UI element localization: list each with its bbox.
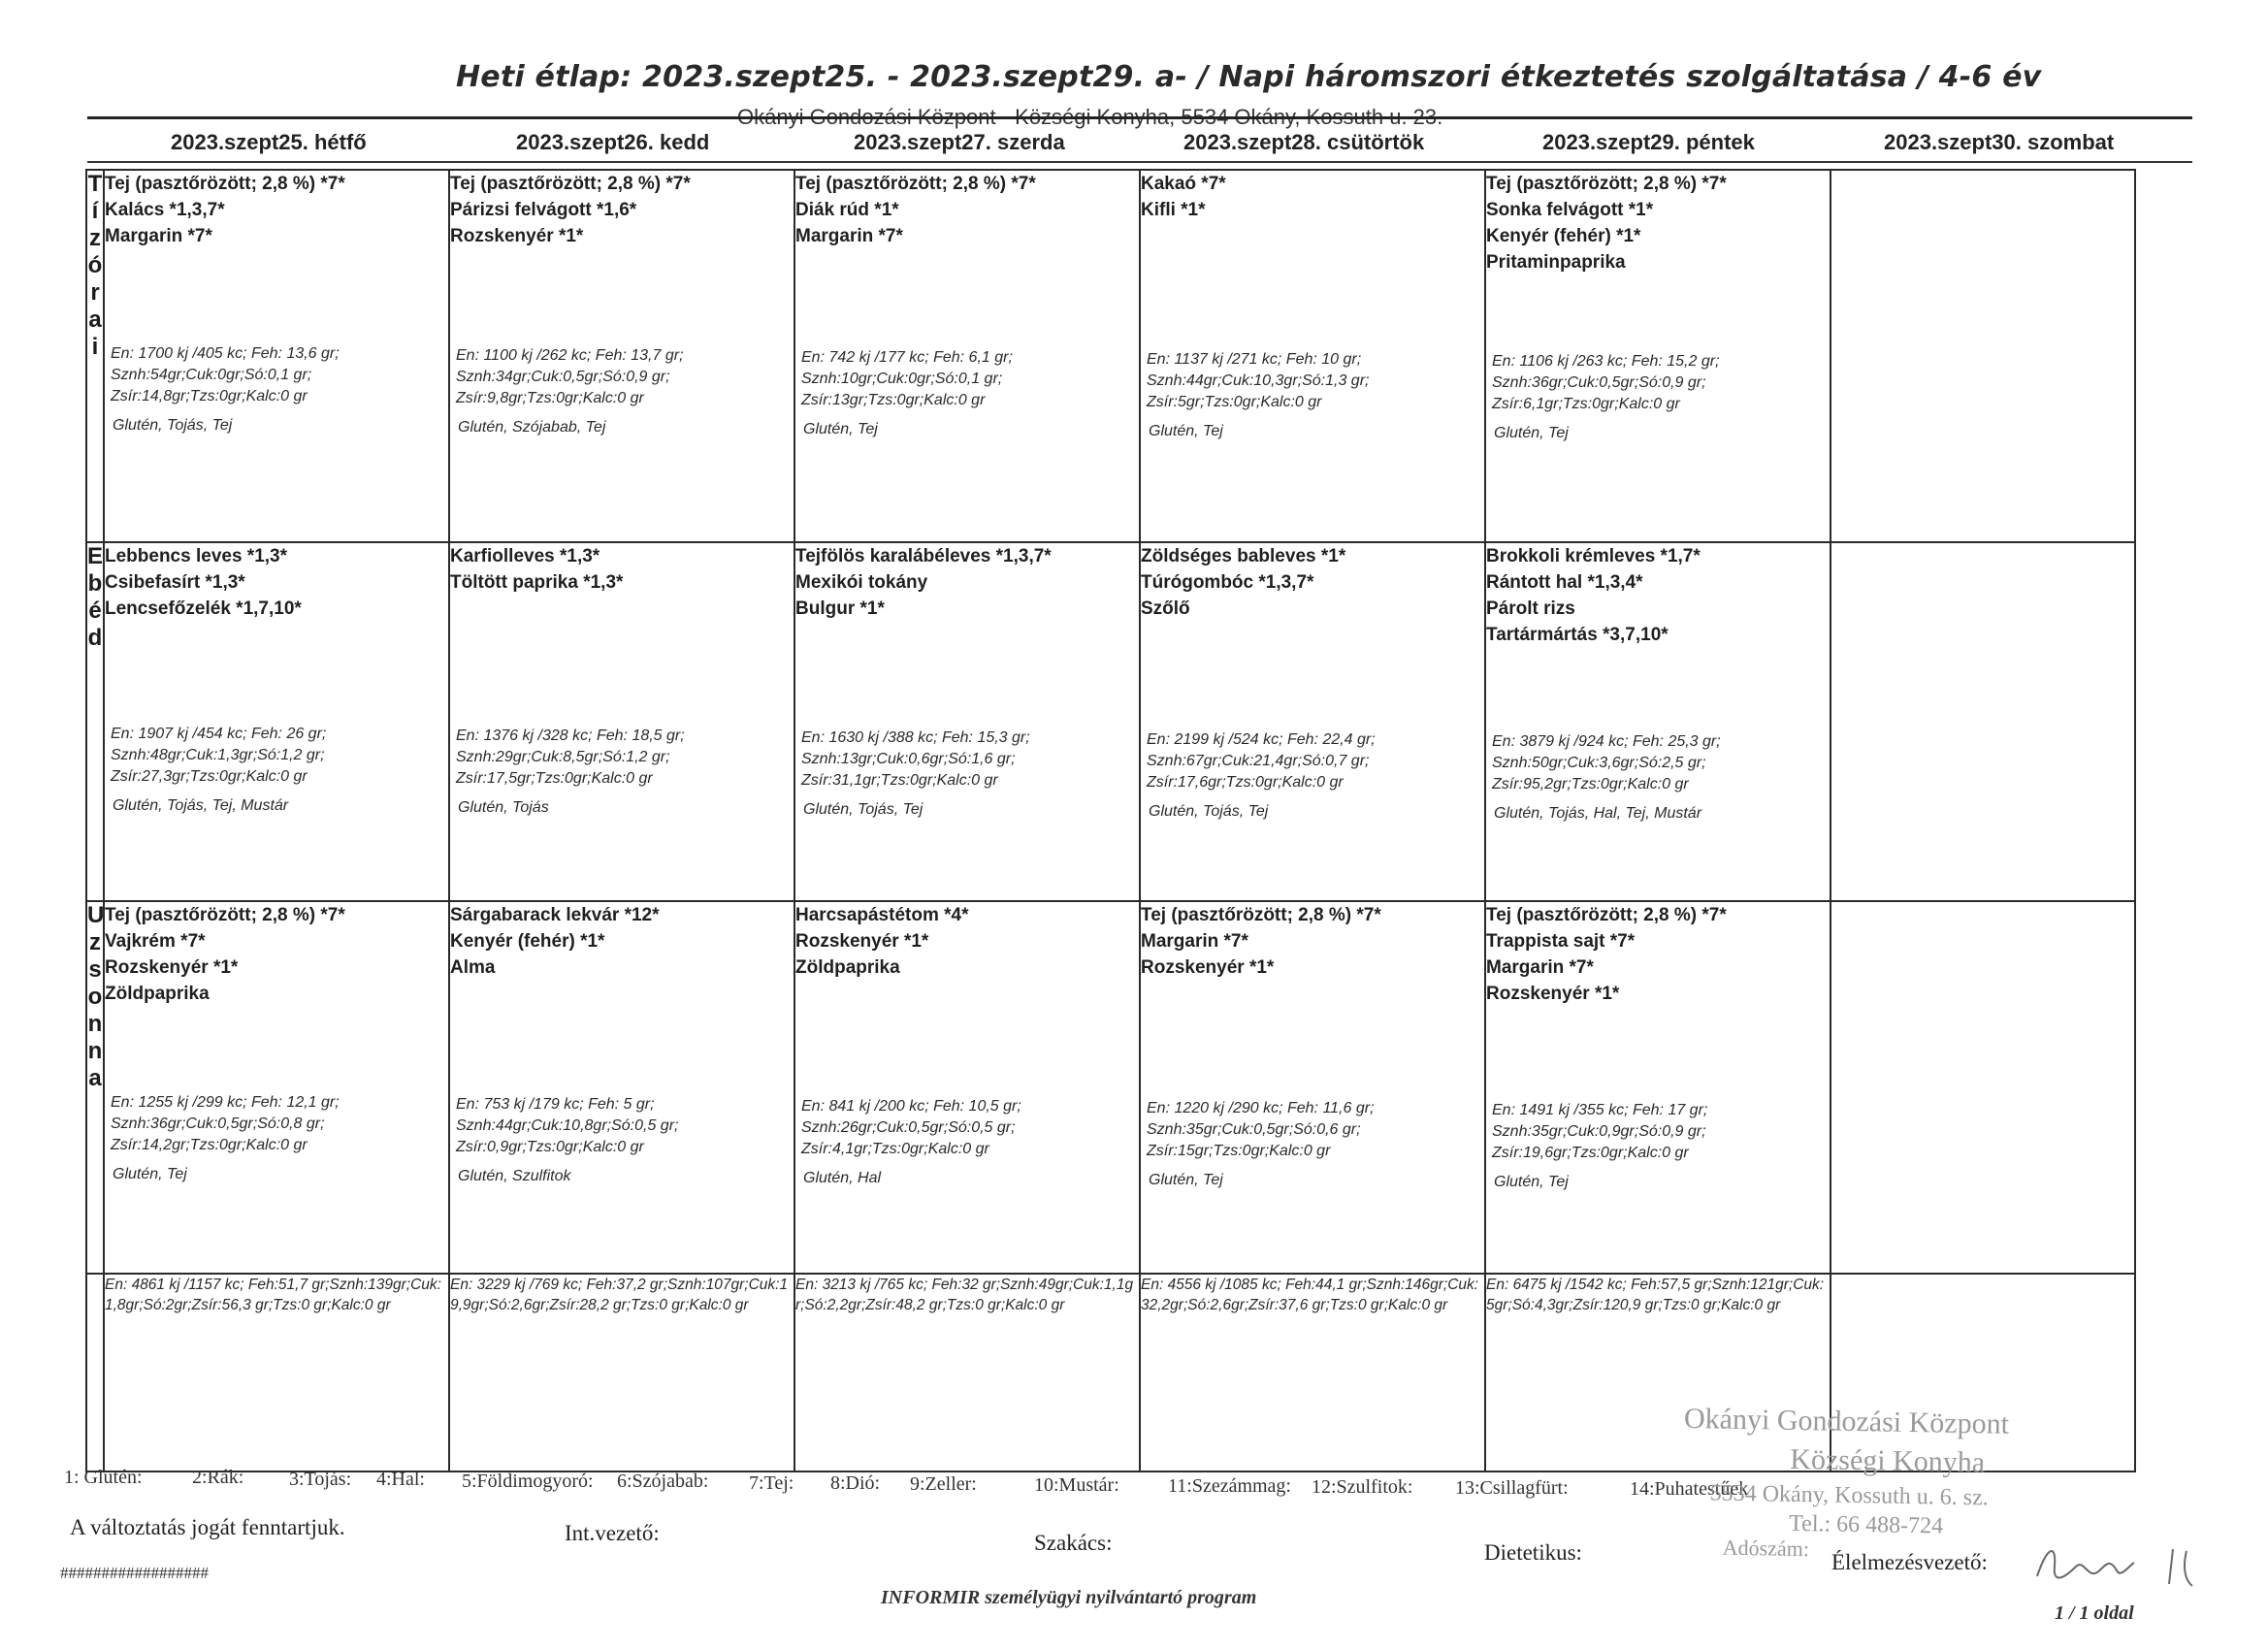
menu-cell <box>1140 542 1485 901</box>
nutrition-info <box>1147 729 1376 793</box>
dish-item: Töltött paprika *1,3* <box>450 572 624 593</box>
dish-item: Tej (pasztőrözött; 2,8 %) *7* <box>105 174 345 194</box>
nutrition-line: Zsír:13gr;Tzs:0gr;Kalc:0 gr <box>801 392 986 408</box>
dish-list <box>105 543 448 622</box>
dish-item: Bulgur *1* <box>795 598 885 619</box>
allergen-list: Glutén, Szójabab, Tej <box>458 419 606 436</box>
allergen-list: Glutén, Hal <box>803 1170 882 1186</box>
dish-item: Zöldpaprika <box>795 957 900 978</box>
dish-list <box>105 171 448 249</box>
nutrition-line: En: 1137 kj /271 kc; Feh: 10 gr; <box>1147 351 1362 368</box>
meal-label-letter: U <box>87 902 105 928</box>
dish-item: Kalács *1,3,7* <box>105 200 225 220</box>
daily-total-text: En: 3213 kj /765 kc; Feh:32 gr;Sznh:49gr;Cuk:1,1gr;Só:2,2gr;Zsír:48,2 gr;Tzs:0 gr;Kalc:0 gr <box>795 1277 1134 1313</box>
stamp-line-5: Adószám: <box>1722 1535 1810 1562</box>
dish-item: Diák rúd *1* <box>795 200 899 220</box>
dish-item: Tej (pasztőrözött; 2,8 %) *7* <box>1486 905 1727 925</box>
nutrition-line: Zsír:14,8gr;Tzs:0gr;Kalc:0 gr <box>111 388 308 404</box>
nutrition-line: En: 2199 kj /524 kc; Feh: 22,4 gr; <box>1147 731 1376 748</box>
nutrition-line: Sznh:29gr;Cuk:8,5gr;Só:1,2 gr; <box>456 749 670 765</box>
allergen-list: Glutén, Tojás <box>458 799 549 816</box>
meal-label-letter: d <box>87 625 103 651</box>
menu-cell <box>449 170 794 542</box>
dish-item: Trappista sajt *7* <box>1486 931 1636 952</box>
hash-line: ################## <box>60 1564 209 1582</box>
dish-item: Rozskenyér *1* <box>450 226 584 246</box>
meal-label-tizorai <box>86 170 104 542</box>
meal-label-letter: í <box>91 198 99 224</box>
nutrition-line: En: 1907 kj /454 kc; Feh: 26 gr; <box>111 726 327 742</box>
dish-list <box>795 902 1139 981</box>
nutrition-line: En: 753 kj /179 kc; Feh: 5 gr; <box>456 1096 655 1113</box>
menu-cell <box>449 542 794 901</box>
dish-item: Tej (pasztőrözött; 2,8 %) *7* <box>795 174 1036 194</box>
dish-item: Tartármártás *3,7,10* <box>1486 625 1669 645</box>
dish-item: Margarin *7* <box>795 226 903 246</box>
menu-cell <box>1485 542 1831 901</box>
nutrition-info <box>1492 731 1721 795</box>
dish-item: Túrógombóc *1,3,7* <box>1141 572 1314 593</box>
dish-list <box>105 902 448 1007</box>
dish-item: Tej (pasztőrözött; 2,8 %) *7* <box>450 174 691 194</box>
nutrition-line: Zsír:27,3gr;Tzs:0gr;Kalc:0 gr <box>111 768 308 785</box>
allergen-legend-item: 3:Tojás: <box>289 1469 352 1490</box>
nutrition-info <box>456 1094 678 1158</box>
menu-table <box>85 169 2136 1472</box>
meal-label-letter: z <box>89 225 101 251</box>
dish-item: Csibefasírt *1,3* <box>105 572 245 593</box>
header-rule-lower <box>87 161 2192 163</box>
nutrition-info <box>1492 351 1720 415</box>
allergen-list: Glutén, Tojás, Tej, Mustár <box>113 797 289 814</box>
dish-item: Lebbencs leves *1,3* <box>105 546 287 566</box>
dish-item: Kifli *1* <box>1141 200 1206 220</box>
dish-item: Harcsapástétom *4* <box>795 905 969 925</box>
meal-label-letter: E <box>87 543 104 569</box>
dish-item: Brokkoli krémleves *1,7* <box>1486 546 1701 566</box>
allergen-list: Glutén, Tojás, Tej <box>1149 803 1269 820</box>
allergen-legend-item: 4:Hal: <box>376 1469 425 1490</box>
nutrition-line: Sznh:36gr;Cuk:0,5gr;Só:0,8 gr; <box>111 1116 325 1132</box>
day-header-sat: 2023.szept30. szombat <box>1884 130 2115 154</box>
stamp-line-4: Tel.: 66 488-724 <box>1788 1510 1944 1539</box>
dish-item: Rozskenyér *1* <box>1486 984 1620 1004</box>
daily-total-cell <box>1140 1274 1485 1471</box>
dish-item: Tej (pasztőrözött; 2,8 %) *7* <box>105 905 345 925</box>
allergen-legend-item: 1: Glutén: <box>64 1467 143 1488</box>
dish-item: Sárgabarack lekvár *12* <box>450 905 660 925</box>
notice-text: A változtatás jogát fenntartjuk. <box>70 1515 345 1539</box>
dish-item: Szőlő <box>1141 598 1190 619</box>
allergen-list: Glutén, Tej <box>1494 1174 1569 1190</box>
allergen-legend-item: 10:Mustár: <box>1034 1474 1119 1496</box>
dish-list <box>450 902 794 981</box>
nutrition-line: En: 1100 kj /262 kc; Feh: 13,7 gr; <box>456 347 684 364</box>
nutrition-line: Sznh:54gr;Cuk:0gr;Só:0,1 gr; <box>111 367 312 383</box>
dish-list <box>450 543 794 596</box>
nutrition-line: En: 1376 kj /328 kc; Feh: 18,5 gr; <box>456 728 685 744</box>
menu-cell <box>1485 170 1831 542</box>
daily-total-text: En: 3229 kj /769 kc; Feh:37,2 gr;Sznh:107gr;Cuk:19,9gr;Só:2,6gr;Zsír:28,2 gr;Tzs:0 gr;Kalc:0 gr <box>450 1277 789 1313</box>
menu-cell <box>1140 901 1485 1274</box>
dish-item: Mexikói tokány <box>795 572 928 593</box>
meal-label-letter: ó <box>87 252 103 278</box>
int-vezeto-label: Int.vezető: <box>565 1521 660 1545</box>
meal-label-letter: é <box>88 598 102 624</box>
nutrition-line: Zsír:5gr;Tzs:0gr;Kalc:0 gr <box>1147 394 1322 410</box>
stamp-line-2: Községi Konyha <box>1790 1442 1986 1479</box>
allergen-legend-item: 11:Szezámmag: <box>1168 1475 1291 1497</box>
daily-total-cell <box>449 1274 794 1471</box>
dish-item: Margarin *7* <box>105 226 212 246</box>
daily-total-text: En: 6475 kj /1542 kc; Feh:57,5 gr;Sznh:121gr;Cuk:5gr;Só:4,3gr;Zsír:120,9 gr;Tzs:0 gr;Kalc:0 gr <box>1486 1277 1825 1313</box>
meal-label-letter: o <box>87 984 103 1010</box>
allergen-list: Glutén, Tej <box>1149 1172 1223 1188</box>
szakacs-label: Szakács: <box>1034 1531 1113 1555</box>
menu-cell <box>104 542 449 901</box>
meal-row-tizorai <box>86 170 2135 542</box>
menu-cell <box>104 170 449 542</box>
dish-item: Zöldpaprika <box>105 984 210 1004</box>
dish-item: Rántott hal *1,3,4* <box>1486 572 1643 593</box>
day-header-wed: 2023.szept27. szerda <box>854 130 1065 154</box>
dish-list <box>450 171 794 249</box>
dish-item: Lencsefőzelék *1,7,10* <box>105 598 302 619</box>
allergen-legend-item: 9:Zeller: <box>910 1473 977 1495</box>
nutrition-line: Sznh:35gr;Cuk:0,9gr;Só:0,9 gr; <box>1492 1123 1706 1140</box>
meal-label-letter: i <box>91 334 99 360</box>
nutrition-line: En: 1220 kj /290 kc; Feh: 11,6 gr; <box>1147 1100 1375 1116</box>
daily-total-cell <box>794 1274 1140 1471</box>
dish-item: Karfiolleves *1,3* <box>450 546 600 566</box>
nutrition-line: Zsír:15gr;Tzs:0gr;Kalc:0 gr <box>1147 1143 1331 1159</box>
meal-label-letter: s <box>88 956 102 983</box>
allergen-list: Glutén, Tej <box>1494 425 1569 441</box>
dish-list <box>1486 171 1830 275</box>
meal-label-letter: b <box>87 570 103 597</box>
signature-stroke <box>2037 1549 2192 1586</box>
dish-list <box>1486 543 1830 648</box>
nutrition-info <box>111 1092 340 1156</box>
nutrition-line: Sznh:48gr;Cuk:1,3gr;Só:1,2 gr; <box>111 747 325 763</box>
nutrition-line: Zsír:31,1gr;Tzs:0gr;Kalc:0 gr <box>801 772 998 789</box>
meal-label-letter: a <box>88 307 102 333</box>
nutrition-info <box>1147 1098 1375 1162</box>
nutrition-line: Sznh:35gr;Cuk:0,5gr;Só:0,6 gr; <box>1147 1121 1361 1138</box>
meal-label-letter: r <box>90 279 100 306</box>
dish-item: Kakaó *7* <box>1141 174 1226 194</box>
nutrition-line: En: 3879 kj /924 kc; Feh: 25,3 gr; <box>1492 733 1721 750</box>
nutrition-line: En: 1106 kj /263 kc; Feh: 15,2 gr; <box>1492 353 1720 370</box>
dish-item: Párizsi felvágott *1,6* <box>450 200 637 220</box>
meal-label-letter: n <box>87 1038 103 1064</box>
nutrition-line: En: 1491 kj /355 kc; Feh: 17 gr; <box>1492 1102 1708 1118</box>
nutrition-info <box>1492 1100 1707 1164</box>
allergen-list: Glutén, Tej <box>1149 423 1223 439</box>
stamp-line-1: Okányi Gondozási Központ <box>1683 1402 2010 1440</box>
stamp-line-3: 5534 Okány, Kossuth u. 6. sz. <box>1709 1480 1990 1511</box>
nutrition-line: Sznh:13gr;Cuk:0,6gr;Só:1,6 gr; <box>801 751 1016 767</box>
dish-item: Rozskenyér *1* <box>1141 957 1275 978</box>
menu-cell <box>794 901 1140 1274</box>
dish-list <box>1486 902 1830 1007</box>
nutrition-info <box>111 724 326 788</box>
dish-list <box>1141 171 1484 223</box>
day-header-thu: 2023.szept28. csütörtök <box>1183 130 1425 154</box>
nutrition-line: Zsír:17,6gr;Tzs:0gr;Kalc:0 gr <box>1147 774 1344 791</box>
nutrition-line: Zsír:95,2gr;Tzs:0gr;Kalc:0 gr <box>1492 776 1689 792</box>
menu-cell <box>1485 901 1831 1274</box>
allergen-list: Glutén, Tej <box>113 1166 187 1182</box>
dish-item: Kenyér (fehér) *1* <box>450 931 605 952</box>
dish-list <box>795 171 1139 249</box>
dish-item: Pritaminpaprika <box>1486 252 1626 273</box>
daily-total-cell <box>104 1274 449 1471</box>
signature <box>2027 1537 2221 1596</box>
meal-label-uzsonna <box>86 901 104 1274</box>
menu-cell <box>794 170 1140 542</box>
allergen-legend-item: 5:Földimogyoró: <box>462 1471 594 1492</box>
nutrition-line: Sznh:67gr;Cuk:21,4gr;Só:0,7 gr; <box>1147 753 1370 769</box>
header-rule <box>87 116 2192 119</box>
allergen-legend-item: 8:Dió: <box>830 1472 881 1494</box>
meal-label-ebed <box>86 542 104 901</box>
nutrition-line: Sznh:36gr;Cuk:0,5gr;Só:0,9 gr; <box>1492 374 1706 391</box>
nutrition-line: En: 1630 kj /388 kc; Feh: 15,3 gr; <box>801 729 1030 746</box>
dish-list <box>795 543 1139 622</box>
nutrition-line: En: 841 kj /200 kc; Feh: 10,5 gr; <box>801 1098 1021 1115</box>
dish-item: Párolt rizs <box>1486 598 1575 619</box>
dish-list <box>1141 902 1484 981</box>
dish-item: Vajkrém *7* <box>105 931 206 952</box>
dish-item: Margarin *7* <box>1141 931 1248 952</box>
nutrition-line: Zsír:9,8gr;Tzs:0gr;Kalc:0 gr <box>456 390 644 406</box>
allergen-legend-item: 12:Szulfitok: <box>1312 1476 1413 1498</box>
allergen-list: Glutén, Tojás, Hal, Tej, Mustár <box>1494 805 1702 822</box>
menu-cell <box>1140 170 1485 542</box>
nutrition-info <box>801 347 1013 411</box>
menu-cell <box>449 901 794 1274</box>
dish-item: Tej (pasztőrözött; 2,8 %) *7* <box>1141 905 1381 925</box>
menu-cell <box>1831 542 2135 901</box>
allergen-legend-item: 13:Csillagfürt: <box>1455 1477 1569 1499</box>
dish-item: Tej (pasztőrözött; 2,8 %) *7* <box>1486 174 1727 194</box>
dish-item: Sonka felvágott *1* <box>1486 200 1654 220</box>
nutrition-line: Sznh:34gr;Cuk:0,5gr;Só:0,9 gr; <box>456 369 670 385</box>
nutrition-line: Sznh:44gr;Cuk:10,8gr;Só:0,5 gr; <box>456 1117 679 1134</box>
dish-item: Alma <box>450 957 496 978</box>
dish-item: Rozskenyér *1* <box>795 931 929 952</box>
nutrition-line: Zsír:19,6gr;Tzs:0gr;Kalc:0 gr <box>1492 1145 1689 1161</box>
day-header-mon: 2023.szept25. hétfő <box>171 130 367 154</box>
menu-cell <box>1831 901 2135 1274</box>
meal-label-letter: n <box>87 1011 103 1037</box>
nutrition-line: En: 742 kj /177 kc; Feh: 6,1 gr; <box>801 349 1013 366</box>
menu-cell <box>104 901 449 1274</box>
allergen-list: Glutén, Tej <box>803 421 878 437</box>
nutrition-info <box>456 726 685 790</box>
meal-label-letter: z <box>89 929 101 955</box>
dish-list <box>1141 543 1484 622</box>
nutrition-line: En: 1700 kj /405 kc; Feh: 13,6 gr; <box>111 345 340 362</box>
nutrition-line: Sznh:44gr;Cuk:10,3gr;Só:1,3 gr; <box>1147 372 1370 389</box>
nutrition-line: Sznh:26gr;Cuk:0,5gr;Só:0,5 gr; <box>801 1119 1016 1136</box>
nutrition-line: Zsír:6,1gr;Tzs:0gr;Kalc:0 gr <box>1492 396 1680 412</box>
page-subtitle: Okányi Gondozási Központ - Községi Konyha, 5534 Okány, Kossuth u. 23. <box>737 105 1443 129</box>
total-label <box>86 1274 104 1471</box>
allergen-legend-item: 6:Szójabab: <box>617 1471 709 1492</box>
day-header-fri: 2023.szept29. péntek <box>1542 130 1755 154</box>
dish-item: Zöldséges bableves *1* <box>1141 546 1346 566</box>
nutrition-line: Zsír:0,9gr;Tzs:0gr;Kalc:0 gr <box>456 1139 644 1155</box>
dietetikus-label: Dietetikus: <box>1484 1540 1582 1565</box>
nutrition-line: Zsír:17,5gr;Tzs:0gr;Kalc:0 gr <box>456 770 653 787</box>
nutrition-info <box>801 1096 1021 1160</box>
day-header-tue: 2023.szept26. kedd <box>516 130 710 154</box>
allergen-list: Glutén, Szulfitok <box>458 1168 571 1184</box>
page-number: 1 / 1 oldal <box>2055 1602 2134 1624</box>
dish-item: Tejfölös karalábéleves *1,3,7* <box>795 546 1052 566</box>
allergen-legend-item: 14:Puhatestűek <box>1630 1478 1749 1500</box>
allergen-list: Glutén, Tojás, Tej <box>803 801 923 818</box>
nutrition-info <box>111 343 340 407</box>
nutrition-line: En: 1255 kj /299 kc; Feh: 12,1 gr; <box>111 1094 340 1111</box>
allergen-legend-item: 7:Tej: <box>749 1472 794 1494</box>
nutrition-info <box>1147 349 1369 413</box>
menu-cell <box>1831 170 2135 542</box>
nutrition-info <box>801 728 1030 792</box>
meal-label-letter: T <box>87 171 103 197</box>
nutrition-info <box>456 345 684 409</box>
allergen-list: Glutén, Tojás, Tej <box>113 417 233 434</box>
meal-row-uzsonna <box>86 901 2135 1274</box>
page-title: Heti étlap: 2023.szept25. - 2023.szept29. a- / Napi háromszori étkeztetés szolgáltatása / 4-6 év <box>456 60 2042 94</box>
dish-item: Rozskenyér *1* <box>105 957 239 978</box>
dish-item: Margarin *7* <box>1486 957 1594 978</box>
nutrition-line: Sznh:50gr;Cuk:3,6gr;Só:2,5 gr; <box>1492 755 1706 771</box>
allergen-legend-item: 2:Rák: <box>192 1467 244 1488</box>
menu-cell <box>794 542 1140 901</box>
daily-total-text: En: 4861 kj /1157 kc; Feh:51,7 gr;Sznh:139gr;Cuk:1,8gr;Só:2gr;Zsír:56,3 gr;Tzs:0 gr;Kalc:0 gr <box>105 1277 441 1313</box>
nutrition-line: Zsír:4,1gr;Tzs:0gr;Kalc:0 gr <box>801 1141 989 1157</box>
nutrition-line: Zsír:14,2gr;Tzs:0gr;Kalc:0 gr <box>111 1137 308 1153</box>
nutrition-line: Sznh:10gr;Cuk:0gr;Só:0,1 gr; <box>801 371 1003 387</box>
meal-row-ebed <box>86 542 2135 901</box>
elelmezesvezeto-label: Élelmezésvezető: <box>1831 1550 1988 1574</box>
daily-total-text: En: 4556 kj /1085 kc; Feh:44,1 gr;Sznh:146gr;Cuk:32,2gr;Só:2,6gr;Zsír:37,6 gr;Tzs:0 gr;Kalc:0 gr <box>1141 1277 1479 1313</box>
day-header-row <box>87 130 2192 165</box>
dish-item: Kenyér (fehér) *1* <box>1486 226 1641 246</box>
program-name: INFORMIR személyügyi nyilvántartó program <box>881 1587 1257 1608</box>
meal-label-letter: a <box>88 1065 102 1091</box>
